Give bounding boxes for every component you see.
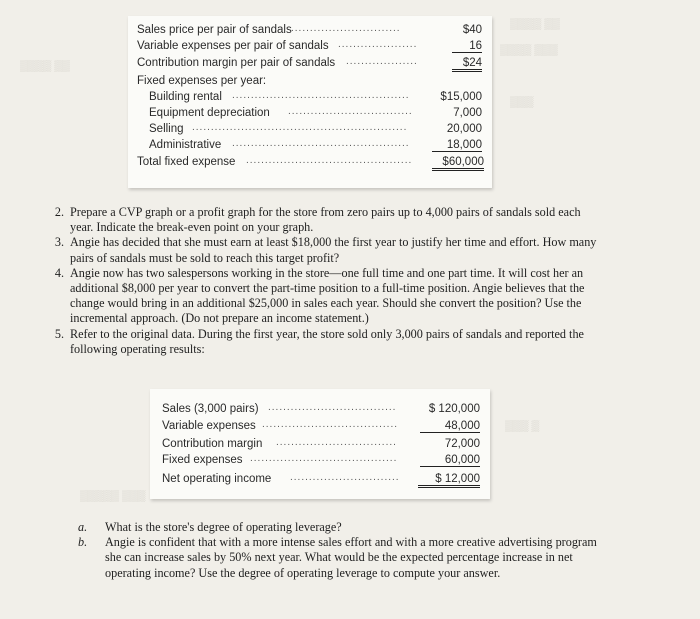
leader-dots: ............................. <box>291 23 401 34</box>
row-value: $60,000 <box>432 156 484 171</box>
subquestion-letter: a. <box>78 520 88 534</box>
leader-dots: ....................................... <box>250 453 398 464</box>
table-row <box>128 57 492 73</box>
row-value: $40 <box>462 24 482 36</box>
row-label: Net operating income <box>162 473 272 485</box>
leader-dots: ................... <box>346 56 418 67</box>
table-row <box>128 107 492 123</box>
table-row <box>128 156 492 172</box>
row-label: Administrative <box>149 139 222 151</box>
question-number: 2. <box>54 205 64 219</box>
row-value: $ 12,000 <box>418 473 480 488</box>
question-list <box>42 205 602 357</box>
row-value: 72,000 <box>444 438 480 450</box>
row-label: Variable expenses <box>162 420 256 432</box>
table-row <box>150 473 490 489</box>
table-row <box>128 75 492 91</box>
leader-dots: ......................................................... <box>192 122 408 133</box>
row-label: Variable expenses per pair of sandals <box>137 40 329 52</box>
leader-dots: ............................................... <box>232 90 410 101</box>
row-label: Building rental <box>149 91 222 103</box>
subquestion-letter: b. <box>78 535 88 550</box>
row-label: Fixed expenses <box>162 454 243 466</box>
subquestion-item <box>74 520 604 535</box>
subquestion-list <box>74 520 604 581</box>
table-row <box>150 438 490 454</box>
question-item <box>42 266 602 327</box>
row-value: 16 <box>452 40 482 53</box>
question-text: Refer to the original data. During the first year, the store sold only 3,000 pairs of sandals and reported the following operating results: <box>70 326 584 356</box>
row-value: 20,000 <box>446 123 482 135</box>
table-row <box>128 24 492 40</box>
row-label: Equipment depreciation <box>149 107 270 119</box>
table-row <box>128 91 492 107</box>
leader-dots: ............................................ <box>246 155 413 166</box>
table-row <box>150 403 490 419</box>
row-label: Sales (3,000 pairs) <box>162 403 259 415</box>
question-number: 5. <box>54 326 64 341</box>
table-row <box>128 139 492 155</box>
subquestion-text: Angie is confident that with a more intense sales effort and with a more creative advertising program she can increase sales by 50% next year. What would be the expected percentage increase in net operating income? Use the degree of operating leverage to compute your answer. <box>105 535 597 580</box>
row-label: Fixed expenses per year: <box>137 75 267 87</box>
subquestion-item <box>74 535 604 581</box>
table-row <box>128 123 492 139</box>
row-label: Total fixed expense <box>137 156 236 168</box>
table-row <box>150 420 490 436</box>
leader-dots: .................................. <box>268 402 397 413</box>
row-value: $ 120,000 <box>428 403 480 415</box>
question-item <box>42 235 602 265</box>
leader-dots: ............................. <box>290 472 400 483</box>
cost-data-table <box>128 16 492 188</box>
row-label: Sales price per pair of sandals <box>137 24 292 36</box>
row-value: $24 <box>452 57 482 72</box>
row-value: 7,000 <box>453 107 482 119</box>
row-label: Selling <box>149 123 184 135</box>
leader-dots: ............................................... <box>232 138 410 149</box>
row-label: Contribution margin <box>162 438 263 450</box>
question-item <box>42 327 602 357</box>
row-value: $15,000 <box>440 91 482 103</box>
leader-dots: .................................... <box>262 419 399 430</box>
subquestion-text: What is the store's degree of operating leverage? <box>105 520 342 534</box>
question-text: Angie has decided that she must earn at least $18,000 the first year to justify her time and effort. How many pairs of sandals must be sold to reach this target profit? <box>70 235 597 265</box>
leader-dots: ................................ <box>276 437 397 448</box>
background-bleed-through: ▒▒▒▒ ▒▒ ▒▒▒▒ ▒▒▒ ▒▒▒ ▒▒▒▒ ▒▒ ▒▒▒ ▒ ▒▒▒▒▒ ▒▒▒ <box>20 18 560 502</box>
question-item <box>42 205 602 235</box>
table-row <box>150 454 490 470</box>
row-value: 18,000 <box>432 139 482 152</box>
row-value: 60,000 <box>420 454 480 467</box>
table-row <box>128 40 492 56</box>
leader-dots: ..................... <box>338 39 418 50</box>
leader-dots: ................................. <box>288 106 413 117</box>
row-value: 48,000 <box>420 420 480 433</box>
operating-results-table <box>150 389 490 499</box>
question-number: 3. <box>54 235 64 250</box>
row-label: Contribution margin per pair of sandals <box>137 57 336 69</box>
question-text: Prepare a CVP graph or a profit graph for the store from zero pairs up to 4,000 pairs of sandals sold each year. Indicate the break-even point on your graph. <box>70 205 581 235</box>
question-number: 4. <box>54 265 64 280</box>
question-text: Angie now has two salespersons working in the store—one full time and one part time. It will cost her an additional $8,000 per year to convert the part-time position to a full-time position. Angie believes that the change would bring in an additional $25,000 in sales each year. Should she convert the position? Use the incremental approach. (Do not prepare an income statement.) <box>70 265 585 326</box>
